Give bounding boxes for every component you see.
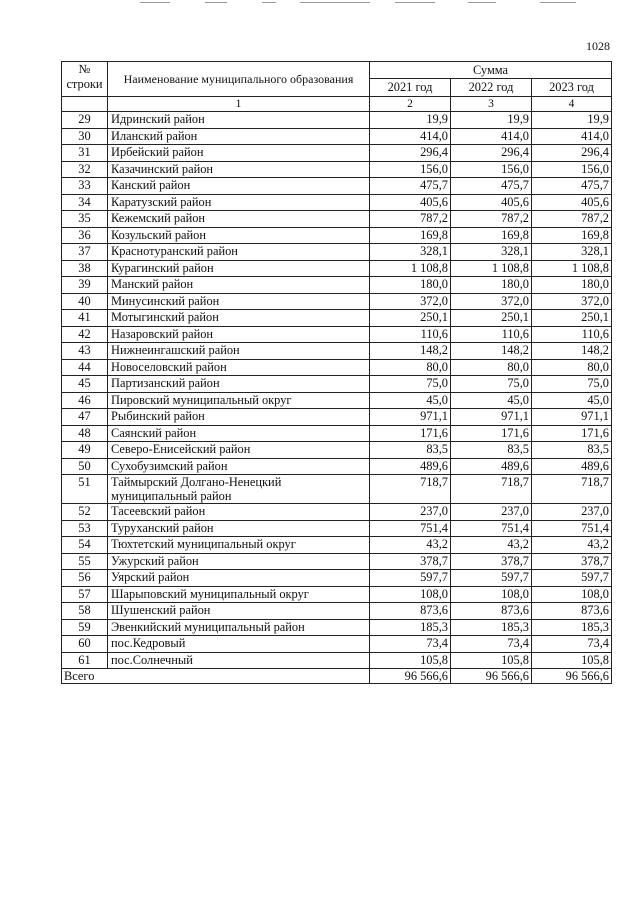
row-number: 56 [62,570,108,587]
value-2022: 108,0 [451,586,532,603]
table-row [62,359,612,376]
column-index: 3 [451,97,532,112]
total-row [62,669,612,684]
value-2021: 105,8 [370,652,451,669]
table-row [62,504,612,521]
value-2021: 185,3 [370,619,451,636]
value-2022: 156,0 [451,161,532,178]
table-row [62,194,612,211]
value-2021: 372,0 [370,293,451,310]
municipality-name: Мотыгинский район [108,310,370,327]
table-row [62,409,612,426]
municipality-name: Партизанский район [108,376,370,393]
value-2023: 250,1 [532,310,612,327]
row-number: 37 [62,244,108,261]
row-number: 39 [62,277,108,294]
row-number: 47 [62,409,108,426]
row-number: 38 [62,260,108,277]
column-index: 2 [370,97,451,112]
municipality-name: Казачинский район [108,161,370,178]
value-2022: 80,0 [451,359,532,376]
value-2021: 489,6 [370,458,451,475]
value-2021: 148,2 [370,343,451,360]
value-2022: 110,6 [451,326,532,343]
table-row [62,392,612,409]
value-2021: 718,7 [370,475,451,504]
municipality-name: Назаровский район [108,326,370,343]
row-number: 43 [62,343,108,360]
row-number: 61 [62,652,108,669]
municipality-name: Курагинский район [108,260,370,277]
value-2022: 83,5 [451,442,532,459]
table-row [62,570,612,587]
value-2022: 1 108,8 [451,260,532,277]
table-row [62,537,612,554]
row-number: 30 [62,128,108,145]
value-2021: 108,0 [370,586,451,603]
row-number: 60 [62,636,108,653]
table-row [62,636,612,653]
value-2021: 414,0 [370,128,451,145]
value-2023: 108,0 [532,586,612,603]
table-row [62,425,612,442]
value-2023: 296,4 [532,145,612,162]
value-2023: 43,2 [532,537,612,554]
table-row [62,520,612,537]
value-2022: 250,1 [451,310,532,327]
table-row [62,178,612,195]
value-2021: 873,6 [370,603,451,620]
value-2021: 328,1 [370,244,451,261]
municipality-name: Северо-Енисейский район [108,442,370,459]
value-2022: 185,3 [451,619,532,636]
value-2021: 237,0 [370,504,451,521]
table-row [62,553,612,570]
municipality-name: пос.Солнечный [108,652,370,669]
value-2022: 296,4 [451,145,532,162]
row-number: 53 [62,520,108,537]
value-2022: 148,2 [451,343,532,360]
value-2023: 237,0 [532,504,612,521]
header-year-2022: 2022 год [451,78,532,96]
value-2023: 372,0 [532,293,612,310]
value-2023: 171,6 [532,425,612,442]
row-number: 31 [62,145,108,162]
value-2022: 43,2 [451,537,532,554]
value-2023: 83,5 [532,442,612,459]
row-number: 34 [62,194,108,211]
value-2023: 378,7 [532,553,612,570]
municipality-name: Минусинский район [108,293,370,310]
value-2023: 80,0 [532,359,612,376]
value-2022: 751,4 [451,520,532,537]
table-row [62,112,612,129]
row-number: 29 [62,112,108,129]
municipality-name: Канский район [108,178,370,195]
value-2021: 180,0 [370,277,451,294]
budget-table [61,61,612,684]
municipality-name: Нижнеингашский район [108,343,370,360]
header-year-2023: 2023 год [532,78,612,96]
row-number: 44 [62,359,108,376]
row-number: 45 [62,376,108,393]
value-2023: 105,8 [532,652,612,669]
value-2021: 169,8 [370,227,451,244]
value-2023: 110,6 [532,326,612,343]
table-row [62,442,612,459]
value-2023: 1 108,8 [532,260,612,277]
value-2022: 372,0 [451,293,532,310]
value-2023: 405,6 [532,194,612,211]
municipality-name: Тасеевский район [108,504,370,521]
table-row [62,326,612,343]
table-row [62,277,612,294]
row-number: 48 [62,425,108,442]
header-municipality-name: Наименование муниципального образования [108,62,370,97]
municipality-name: Туруханский район [108,520,370,537]
municipality-name: Эвенкийский муниципальный район [108,619,370,636]
value-2023: 718,7 [532,475,612,504]
value-2021: 43,2 [370,537,451,554]
row-number: 42 [62,326,108,343]
total-label: Всего [62,669,370,684]
municipality-name: Таймырский Долгано-Ненецкий муниципальный район [108,475,370,504]
municipality-name: пос.Кедровый [108,636,370,653]
row-number: 41 [62,310,108,327]
value-2023: 73,4 [532,636,612,653]
value-2022: 378,7 [451,553,532,570]
header-year-2021: 2021 год [370,78,451,96]
value-2023: 75,0 [532,376,612,393]
municipality-name: Сухобузимский район [108,458,370,475]
municipality-name: Манский район [108,277,370,294]
value-2021: 83,5 [370,442,451,459]
value-2022: 180,0 [451,277,532,294]
municipality-name: Козульский район [108,227,370,244]
value-2023: 489,6 [532,458,612,475]
value-2023: 185,3 [532,619,612,636]
table-row [62,310,612,327]
row-number: 52 [62,504,108,521]
value-2022: 171,6 [451,425,532,442]
value-2023: 19,9 [532,112,612,129]
value-2023: 169,8 [532,227,612,244]
table-row [62,475,612,504]
value-2021: 156,0 [370,161,451,178]
value-2022: 105,8 [451,652,532,669]
municipality-name: Краснотуранский район [108,244,370,261]
municipality-name: Пировский муниципальный округ [108,392,370,409]
municipality-name: Шушенский район [108,603,370,620]
table-row [62,458,612,475]
value-2021: 45,0 [370,392,451,409]
value-2023: 787,2 [532,211,612,228]
value-2021: 80,0 [370,359,451,376]
column-index [62,97,108,112]
row-number: 35 [62,211,108,228]
scan-artifact-lines [0,0,636,6]
table-row [62,227,612,244]
value-2021: 971,1 [370,409,451,426]
column-index-row [62,97,612,112]
value-2023: 328,1 [532,244,612,261]
value-2021: 296,4 [370,145,451,162]
row-number: 46 [62,392,108,409]
municipality-name: Тюхтетский муниципальный округ [108,537,370,554]
row-number: 57 [62,586,108,603]
row-number: 55 [62,553,108,570]
value-2022: 405,6 [451,194,532,211]
table-row [62,128,612,145]
value-2022: 873,6 [451,603,532,620]
municipality-name: Саянский район [108,425,370,442]
municipality-name: Шарыповский муниципальный округ [108,586,370,603]
row-number: 54 [62,537,108,554]
row-number: 32 [62,161,108,178]
column-index: 1 [108,97,370,112]
value-2022: 73,4 [451,636,532,653]
value-2023: 597,7 [532,570,612,587]
page-number: 1028 [586,39,610,53]
value-2022: 718,7 [451,475,532,504]
row-number: 36 [62,227,108,244]
value-2023: 45,0 [532,392,612,409]
value-2021: 19,9 [370,112,451,129]
table-row [62,244,612,261]
value-2021: 597,7 [370,570,451,587]
total-2021: 96 566,6 [370,669,451,684]
value-2021: 73,4 [370,636,451,653]
value-2023: 475,7 [532,178,612,195]
table-row [62,343,612,360]
municipality-name: Ужурский район [108,553,370,570]
row-number: 58 [62,603,108,620]
value-2021: 171,6 [370,425,451,442]
header-sum: Сумма [370,62,612,79]
value-2023: 751,4 [532,520,612,537]
value-2023: 156,0 [532,161,612,178]
municipality-name: Каратузский район [108,194,370,211]
value-2023: 414,0 [532,128,612,145]
value-2022: 489,6 [451,458,532,475]
row-number: 59 [62,619,108,636]
value-2022: 19,9 [451,112,532,129]
row-number: 40 [62,293,108,310]
value-2022: 597,7 [451,570,532,587]
row-number: 33 [62,178,108,195]
value-2023: 148,2 [532,343,612,360]
value-2021: 378,7 [370,553,451,570]
municipality-name: Кежемский район [108,211,370,228]
table-row [62,619,612,636]
value-2021: 250,1 [370,310,451,327]
value-2022: 237,0 [451,504,532,521]
value-2021: 1 108,8 [370,260,451,277]
value-2022: 414,0 [451,128,532,145]
row-number: 49 [62,442,108,459]
value-2021: 751,4 [370,520,451,537]
value-2021: 110,6 [370,326,451,343]
table-row [62,145,612,162]
value-2022: 45,0 [451,392,532,409]
row-number: 50 [62,458,108,475]
value-2022: 328,1 [451,244,532,261]
municipality-name: Ирбейский район [108,145,370,162]
municipality-name: Иланский район [108,128,370,145]
municipality-name: Идринский район [108,112,370,129]
value-2021: 475,7 [370,178,451,195]
table-row [62,603,612,620]
table-row [62,652,612,669]
column-index: 4 [532,97,612,112]
table-row [62,161,612,178]
table-row [62,376,612,393]
value-2021: 405,6 [370,194,451,211]
value-2021: 75,0 [370,376,451,393]
table-row [62,260,612,277]
municipality-name: Новоселовский район [108,359,370,376]
value-2021: 787,2 [370,211,451,228]
value-2023: 971,1 [532,409,612,426]
row-number: 51 [62,475,108,504]
value-2022: 787,2 [451,211,532,228]
total-2022: 96 566,6 [451,669,532,684]
value-2022: 475,7 [451,178,532,195]
value-2022: 75,0 [451,376,532,393]
municipality-name: Рыбинский район [108,409,370,426]
value-2023: 873,6 [532,603,612,620]
value-2023: 180,0 [532,277,612,294]
total-2023: 96 566,6 [532,669,612,684]
municipality-name: Уярский район [108,570,370,587]
table-row [62,586,612,603]
header-row-number: № строки [62,62,108,97]
value-2022: 169,8 [451,227,532,244]
value-2022: 971,1 [451,409,532,426]
table-row [62,211,612,228]
table-row [62,293,612,310]
